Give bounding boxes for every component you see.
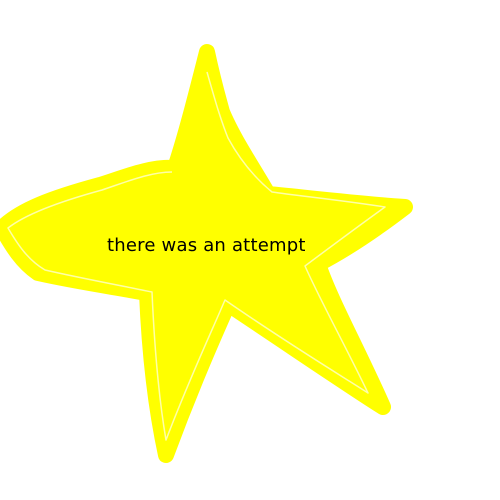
caption-text: there was an attempt — [107, 235, 306, 256]
